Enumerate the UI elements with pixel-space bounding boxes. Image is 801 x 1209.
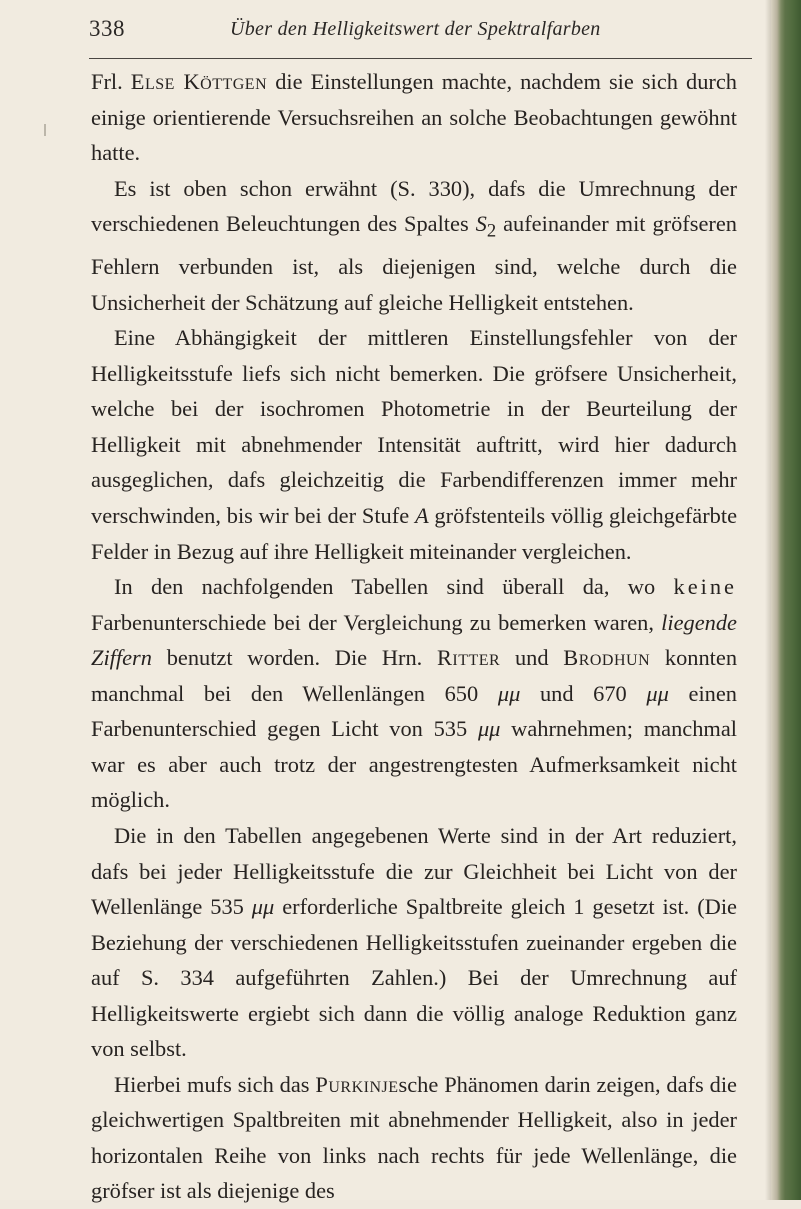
- running-title: Über den Helligkeitswert der Spektralfarben: [230, 18, 601, 40]
- person-name: Ritter: [436, 645, 501, 671]
- symbol-a: A: [414, 503, 429, 529]
- text-run: erforderliche Spaltbreite gleich 1 gesetzt ist. (Die Beziehung der verschiedenen Helligkeitsstufen zueinander ergeben die auf S. 334 aufgeführten Zahlen.) Bei der Umrechnung auf Helligkeitswerte ergiebt sich dann die völlig analoge Reduktion ganz von selbst.: [91, 894, 737, 1062]
- person-name: Else Köttgen: [130, 69, 268, 94]
- text-run: aufeinander mit gröfseren Fehlern verbunden ist, als diejenigen sind, welche durch die Unsicherheit der Schätzung auf gleiche Helligkeit entstehen.: [91, 211, 737, 315]
- text-run: benutzt worden. Die Hrn.: [151, 645, 437, 671]
- paragraph: [91, 320, 737, 569]
- unit-mu-mu: μμ: [497, 680, 521, 706]
- paragraph: [91, 171, 737, 321]
- text-run: wahrnehmen; manchmal war es aber auch trotz der angestrengtesten Aufmerksamkeit nicht möglich.: [91, 716, 738, 813]
- header-rule: [89, 58, 752, 59]
- paragraph: [91, 64, 737, 171]
- text-run: und: [500, 645, 564, 671]
- person-name: Brodhun: [563, 645, 651, 671]
- person-name: Purkinje: [315, 1071, 399, 1097]
- text-run: Die in den Tabellen angegebenen Werte sind in der Art reduziert, dafs bei jeder Helligkeitsstufe die zur Gleichheit bei Licht von der Wellenlänge 535: [91, 822, 737, 920]
- paragraph: [91, 818, 737, 1067]
- text-run: Farbenunterschiede bei der Vergleichung zu bemerken waren,: [91, 609, 662, 635]
- body-text: [91, 64, 737, 1209]
- unit-mu-mu: μμ: [477, 716, 501, 742]
- text-run: gröfstenteils völlig gleichgefärbte Felder in Bezug auf ihre Helligkeit miteinander vergleichen.: [91, 503, 738, 564]
- symbol-s: S: [475, 211, 487, 237]
- emphasis-spaced: keine: [673, 574, 737, 600]
- page-number: 338: [89, 16, 125, 41]
- unit-mu-mu: μμ: [251, 894, 275, 920]
- text-run: sche Phänomen darin zeigen, dafs die gleichwertigen Spaltbreiten mit abnehmender Helligkeit, also in jeder horizontalen Reihe von links nach rechts für jede Wellenlänge, die gröfser ist als diejenige des: [91, 1071, 737, 1204]
- text-run: Hierbei mufs sich das: [114, 1071, 316, 1097]
- unit-mu-mu: μμ: [646, 680, 669, 706]
- text-run: einen Farbenunterschied gegen Licht von 535: [91, 680, 737, 742]
- book-spine: [771, 0, 801, 1200]
- margin-mark: [44, 124, 46, 136]
- text-run: Frl.: [91, 69, 131, 94]
- paragraph: [91, 1067, 737, 1209]
- text-run: Es ist oben schon erwähnt (S. 330), dafs die Umrechnung der verschiedenen Beleuchtungen des Spaltes: [91, 175, 737, 237]
- text-run: Eine Abhängigkeit der mittleren Einstellungsfehler von der Helligkeitsstufe liefs sich nicht bemerken. Die gröfsere Unsicherheit, welche bei der isochromen Photometrie in der Beurteilung der Helligkeit mit abnehmender Intensität auftritt, wird hier dadurch ausgeglichen, dafs gleichzeitig die Farbendifferenzen immer mehr verschwinden, bis wir bei der Stufe: [91, 325, 737, 529]
- paragraph: [91, 569, 737, 818]
- emphasis-italic: liegende Ziffern: [91, 609, 737, 671]
- text-run: die Einstellungen machte, nachdem sie sich durch einige orientierende Versuchsreihen an solche Beobachtungen gewöhnt hatte.: [91, 69, 738, 166]
- text-run: In den nachfolgenden Tabellen sind überall da, wo: [114, 574, 674, 600]
- page-header: [0, 14, 801, 54]
- text-run: konnten manchmal bei den Wellenlängen 650: [91, 645, 738, 706]
- text-run: und 670: [520, 680, 647, 706]
- subscript: 2: [486, 220, 497, 242]
